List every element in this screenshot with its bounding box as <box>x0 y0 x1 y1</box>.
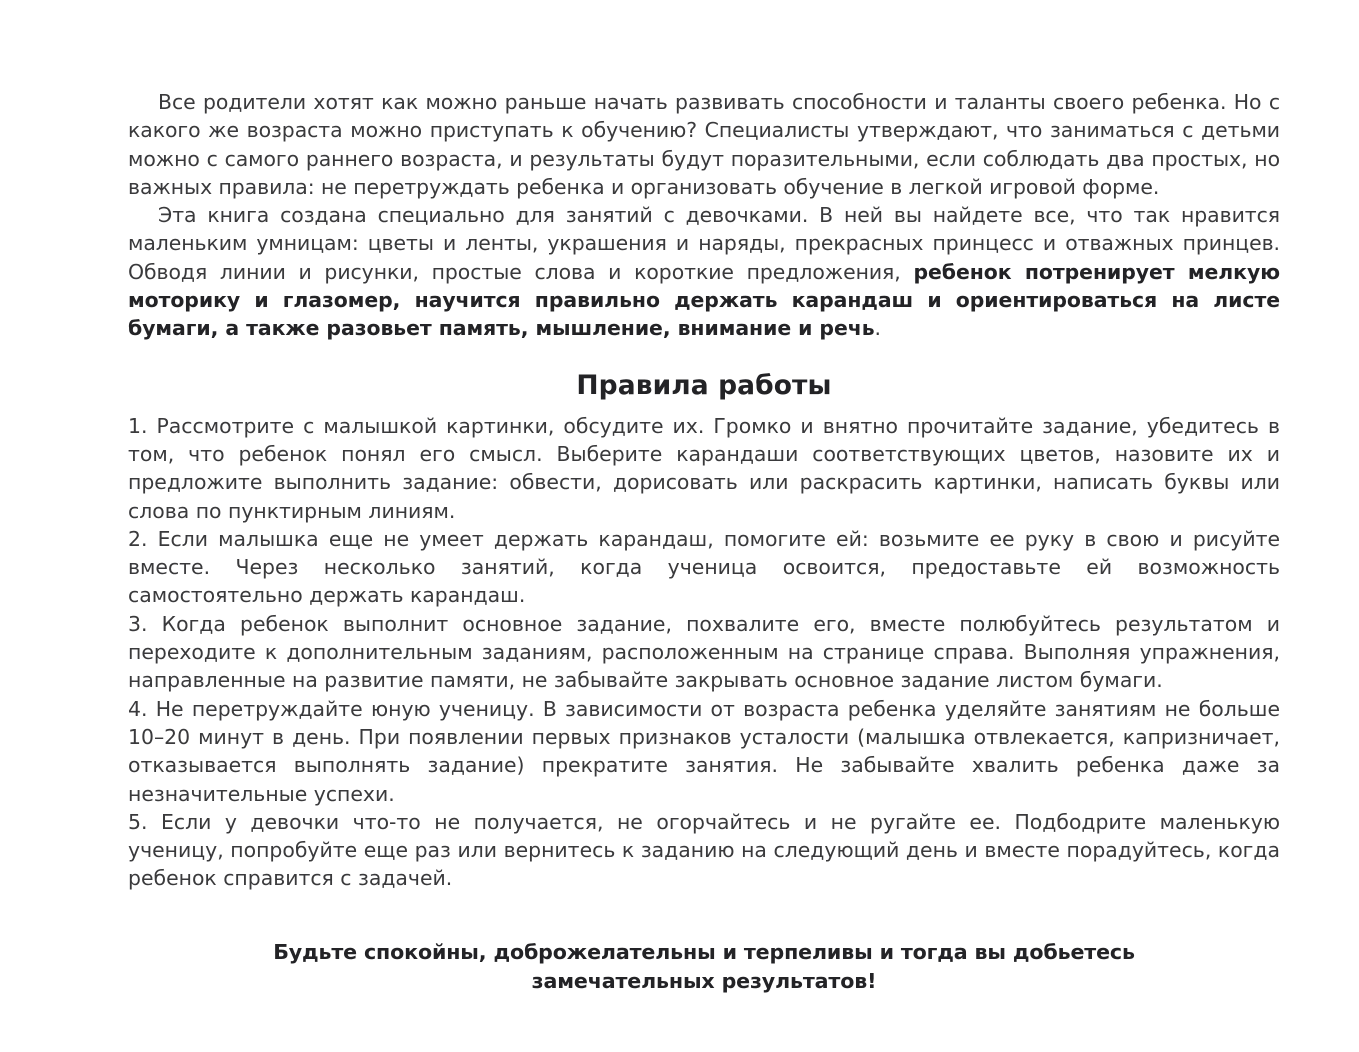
section-heading-rules: Правила работы <box>576 369 832 401</box>
rule-text-1: Рассмотрите с малышкой картинки, обсудите их. Громко и внятно прочитайте задание, убедитесь в том, что ребенок понял его смысл. Выберите карандаши соответствующих цветов, назовите их и предложите выполнить задание: обвести, дорисовать или раскрасить картинки, написать буквы или слова по пунктирным линиям. <box>128 413 1280 523</box>
rule-number-1: 1. <box>128 413 148 438</box>
intro-paragraph-2-bold-emphasis: ребенок потренирует мелкую моторику и глазомер, научится правильно держать карандаш и ориентироваться на листе бумаги, а также разовьет память, мышление, внимание и речь <box>128 259 1280 341</box>
rules-list <box>128 412 1280 893</box>
intro-section <box>128 88 1280 343</box>
rule-number-3: 3. <box>128 611 148 636</box>
closing-message <box>128 893 1280 996</box>
rule-text-4: Не перетруждайте юную ученицу. В зависимости от возраста ребенка уделяйте занятиям не больше 10–20 минут в день. При появлении первых признаков усталости (малышка отвлекается, капризничает, отказывается выполнять задание) прекратите занятия. Не забывайте хвалить ребенка даже за незначительные успехи. <box>128 696 1281 806</box>
closing-message-line-1: Будьте спокойны, доброжелательны и терпеливы и тогда вы добьетесь <box>273 939 1135 964</box>
rule-item-3 <box>128 610 1280 695</box>
intro-paragraph-2-regular-lead: Эта книга создана специально для занятий с девочками. В ней вы найдете все, что так нравится маленьким умницам: цветы и ленты, украшения и наряды, прекрасных принцесс и отважных принцев. Обводя линии и рисунки, простые слова и короткие предложения, <box>128 203 1280 284</box>
intro-paragraph-2 <box>128 201 1280 342</box>
rule-item-5 <box>128 808 1280 893</box>
rule-text-3: Когда ребенок выполнит основное задание, похвалите его, вместе полюбуйтесь результатом и переходите к дополнительным заданиям, расположенным на странице справа. Выполняя упражнения, направленные на развитие памяти, не забывайте закрывать основное задание листом бумаги. <box>128 611 1281 693</box>
rule-text-2: Если малышка еще не умеет держать карандаш, помогите ей: возьмите ее руку в свою и рисуйте вместе. Через несколько занятий, когда ученица освоится, предоставьте ей возможность самостоятельно держать карандаш. <box>128 526 1281 608</box>
rule-text-5: Если у девочки что-то не получается, не огорчайтесь и не ругайте ее. Подбодрите маленькую ученицу, попробуйте еще раз или вернитесь к заданию на следующий день и вместе порадуйтесь, когда ребенок справится с задачей. <box>128 809 1280 891</box>
intro-paragraph-1-text: Все родители хотят как можно раньше начать развивать способности и таланты своего ребенка. Но с какого же возраста можно приступать к обучению? Специалисты утверждают, что заниматься с детьми можно с самого раннего возраста, и результаты будут поразительными, если соблюдать два простых, но важных правила: не перетруждать ребенка и организовать обучение в легкой игровой форме. <box>128 90 1280 199</box>
rule-number-2: 2. <box>128 526 148 551</box>
closing-message-line-2: замечательных результатов! <box>531 968 877 993</box>
rule-number-5: 5. <box>128 809 148 834</box>
rule-number-4: 4. <box>128 696 148 721</box>
intro-paragraph-1 <box>128 88 1280 201</box>
rule-item-2 <box>128 525 1280 610</box>
rule-item-1 <box>128 412 1280 525</box>
intro-paragraph-2-regular-tail: . <box>874 316 881 341</box>
rule-item-4 <box>128 695 1280 808</box>
page-content <box>128 88 1280 996</box>
